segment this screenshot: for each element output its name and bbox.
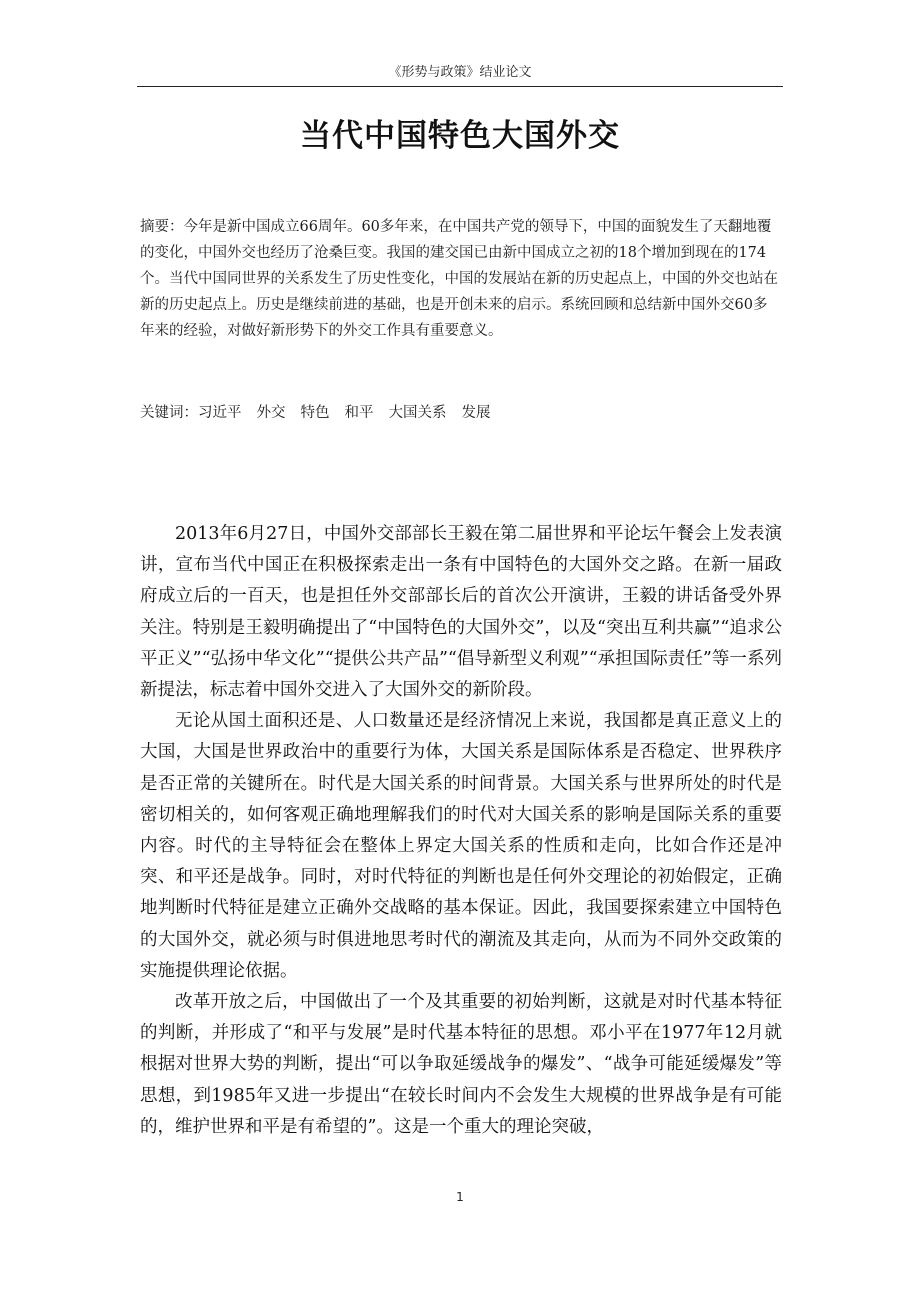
abstract-text: 今年是新中国成立66周年。60多年来，在中国共产党的领导下，中国的面貌发生了天翻地覆的变化，中国外交也经历了沧桑巨变。我国的建交国已由新中国成立之初的18个增加到现在的174个。当代中国同世界的关系发生了历史性变化，中国的发展站在新的历史起点上，中国的外交也站在新的历史起点上。历史是继续前进的基础，也是开创未来的启示。系统回顾和总结新中国外交60多年来的经验，对做好新形势下的外交工作具有重要意义。 xyxy=(140,219,778,339)
body-text xyxy=(140,519,782,1143)
body-paragraph: 无论从国土面积还是、人口数量还是经济情况上来说，我国都是真正意义上的大国，大国是世界政治中的重要行为体，大国关系是国际体系是否稳定、世界秩序是否正常的关键所在。时代是大国关系的时间背景。大国关系与世界所处的时代是密切相关的，如何客观正确地理解我们的时代对大国关系的影响是国际关系的重要内容。时代的主导特征会在整体上界定大国关系的性质和走向，比如合作还是冲突、和平还是战争。同时，对时代特征的判断也是任何外交理论的初始假定，正确地判断时代特征是建立正确外交战略的基本保证。因此，我国要探索建立中国特色的大国外交，就必须与时俱进地思考时代的潮流及其走向，从而为不同外交政策的实施提供理论依据。 xyxy=(140,711,782,981)
keyword-item: 特色 xyxy=(300,405,330,421)
body-paragraph: 2013年6月27日，中国外交部部长王毅在第二届世界和平论坛午餐会上发表演讲，宣布当代中国正在积极探索走出一条有中国特色的大国外交之路。在新一届政府成立后的一百天，也是担任外交部部长后的首次公开演讲，王毅的讲话备受外界关注。特别是王毅明确提出了“中国特色的大国外交”，以及“突出互利共赢”“追求公平正义”“弘扬中华文化”“提供公共产品”“倡导新型义利观”“承担国际责任”等一系列新提法，标志着中国外交进入了大国外交的新阶段。 xyxy=(140,524,782,701)
page-number: 1 xyxy=(456,1190,464,1204)
keyword-item: 发展 xyxy=(461,405,491,421)
body-paragraph: 改革开放之后，中国做出了一个及其重要的初始判断，这就是对时代基本特征的判断，并形成了“和平与发展”是时代基本特征的思想。邓小平在1977年12月就根据对世界大势的判断，提出“可以争取延缓战争的爆发”、“战争可能延缓爆发”等思想，到1985年又进一步提出“在较长时间内不会发生大规模的世界战争是有可能的，维护世界和平是有希望的”。这是一个重大的理论突破， xyxy=(140,992,782,1137)
keyword-item: 和平 xyxy=(344,405,374,421)
keywords xyxy=(140,400,780,426)
abstract-label: 摘要： xyxy=(140,219,184,235)
running-header: 《形势与政策》结业论文 xyxy=(137,64,783,87)
keywords-label: 关键词： xyxy=(140,405,198,421)
document-title: 当代中国特色大国外交 xyxy=(300,118,620,154)
keyword-item: 大国关系 xyxy=(388,405,447,421)
keyword-item: 外交 xyxy=(256,405,286,421)
keyword-item: 习近平 xyxy=(198,405,242,421)
abstract xyxy=(140,214,780,344)
